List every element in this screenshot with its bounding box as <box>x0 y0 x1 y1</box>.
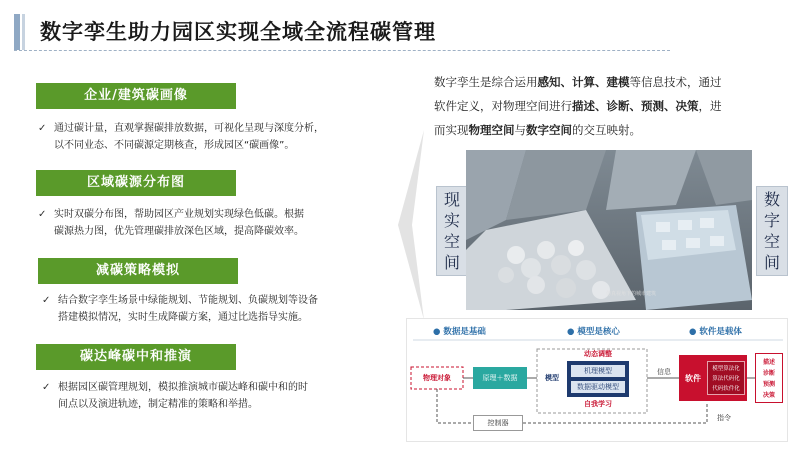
software-detail <box>707 361 745 395</box>
data-box: 原理＋数据 <box>473 367 527 389</box>
title-accent-bar <box>14 14 20 50</box>
section-heading-reduction-strategy: 减碳策略模拟 <box>38 258 238 284</box>
char: 空 <box>763 232 780 251</box>
photo-caption: 仿真视角下的城市建筑 <box>606 291 657 297</box>
dynamic-adjust-label: 动态调整 <box>584 350 612 358</box>
intro-text: 与 <box>514 123 526 137</box>
intro-emphasis: 数字空间 <box>526 123 572 137</box>
digital-space-label <box>756 186 788 276</box>
page-title: 数字孪生助力园区实现全域全流程碳管理 <box>40 20 436 44</box>
output-item: 诊断 <box>762 370 775 377</box>
intro-emphasis: 描述、诊断、预测、决策 <box>572 99 699 113</box>
command-label: 指令 <box>717 414 731 422</box>
line: 间点以及演进轨迹，制定精准的策略和举措。 <box>58 399 258 410</box>
digital-twin-diagram <box>406 318 788 442</box>
line: 以不同业态、不同碳源定期核查，形成园区“碳画像”。 <box>54 140 295 151</box>
title-underline <box>14 50 670 51</box>
intro-text: 的交互映射。 <box>572 123 641 137</box>
intro-text: 软件定义，对物理空间进行 <box>434 99 572 113</box>
check-icon: ✓ <box>42 295 51 306</box>
intro-text: 而实现 <box>434 123 469 137</box>
section-heading-peak-neutrality: 碳达峰碳中和推演 <box>36 344 236 370</box>
char: 间 <box>443 253 460 272</box>
output-item: 预测 <box>762 381 775 388</box>
check-icon: ✓ <box>38 209 47 220</box>
check-icon: ✓ <box>38 123 47 134</box>
char: 间 <box>763 253 780 272</box>
diagram-heading-software: ● 软件是载体 <box>689 327 742 337</box>
intro-text: ，进 <box>698 99 722 113</box>
diagram-heading-model: ● 模型是核心 <box>567 327 620 337</box>
section-text-carbon-portrait <box>38 120 384 154</box>
section-heading-carbon-distribution: 区域碳源分布图 <box>36 170 236 196</box>
chevron-left-icon <box>396 130 426 320</box>
intro-emphasis: 感知、计算、建模 <box>537 75 630 89</box>
output-item: 描述 <box>762 359 775 366</box>
line: 根据园区碳管理规划，模拟推演城市碳达峰和碳中和的时 <box>58 382 308 393</box>
controller-box: 控制器 <box>473 415 523 431</box>
line: 搭建模拟情况，实时生成降碳方案，通过比选指导实施。 <box>58 312 308 323</box>
software-step: 模型算法化 <box>712 366 740 372</box>
city-model-image <box>466 150 752 310</box>
software-label: 软件 <box>685 373 701 383</box>
line: 碳源热力图，优先管理碳排放深色区域，提高降碳效率。 <box>54 226 304 237</box>
software-box <box>679 355 747 401</box>
software-step: 算法代码化 <box>712 376 740 382</box>
line: 结合数字孪生场景中绿能规划、节能规划、负碳规划等设备 <box>58 295 318 306</box>
mech-model: 机理模型 <box>571 365 625 377</box>
section-text-carbon-distribution <box>38 206 384 240</box>
section-heading-carbon-portrait: 企业/建筑碳画像 <box>36 83 236 109</box>
diagram-heading-data: ● 数据是基础 <box>433 327 486 337</box>
section-text-reduction-strategy <box>42 292 388 326</box>
char: 实 <box>443 211 460 230</box>
section-text-peak-neutrality <box>42 379 388 413</box>
software-step: 代码软件化 <box>712 386 740 392</box>
line: 实时双碳分布图，帮助园区产业规划实现绿色低碳。根据 <box>54 209 304 220</box>
check-icon: ✓ <box>42 382 51 393</box>
output-item: 决策 <box>762 392 775 399</box>
char: 字 <box>763 211 780 230</box>
char: 现 <box>443 190 460 209</box>
self-learning-label: 自我学习 <box>584 400 612 408</box>
physical-object-box: 物理对象 <box>423 374 451 382</box>
char: 空 <box>443 232 460 251</box>
char: 数 <box>763 190 780 209</box>
data-driven-model: 数据驱动模型 <box>571 381 625 393</box>
physical-space-label <box>436 186 468 276</box>
model-label: 模型 <box>545 374 559 382</box>
title-accent-bar-light <box>22 14 25 50</box>
model-box <box>567 361 629 397</box>
intro-text: 等信息技术，通过 <box>629 75 722 89</box>
outputs-box <box>755 353 783 403</box>
intro-emphasis: 物理空间 <box>468 123 515 137</box>
intro-text: 数字孪生是综合运用 <box>434 75 538 89</box>
intro-paragraph <box>434 70 782 142</box>
info-label: 信息 <box>657 368 671 376</box>
line: 通过碳计量，直观掌握碳排放数据，可视化呈现与深度分析， <box>54 123 324 134</box>
